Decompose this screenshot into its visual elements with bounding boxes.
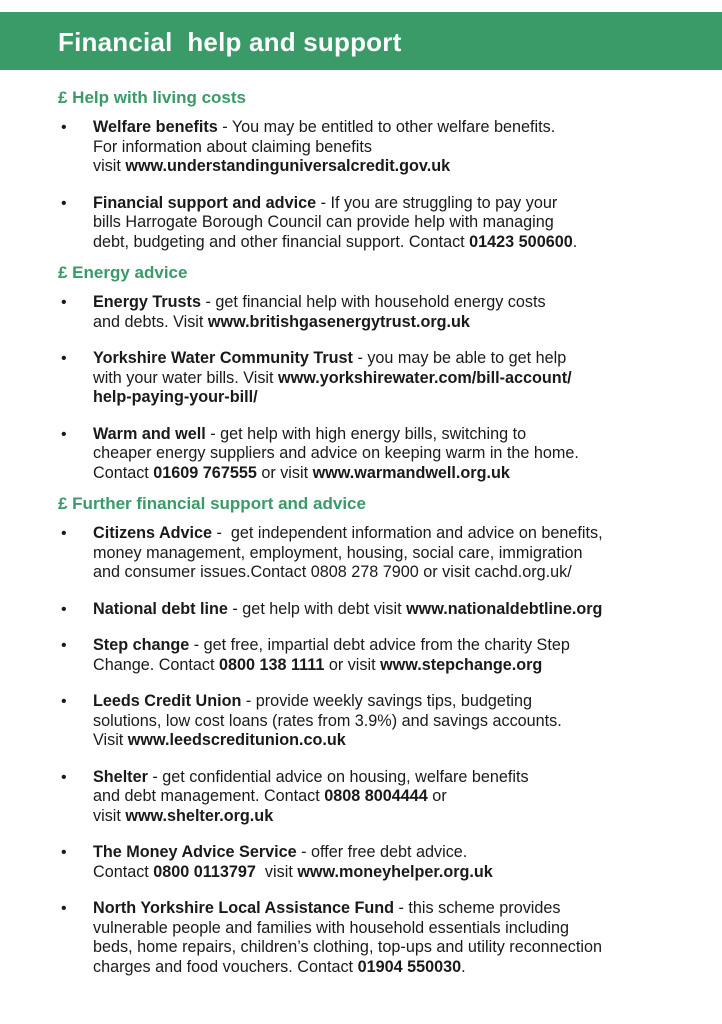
text: . xyxy=(461,957,466,976)
bullet-icon: • xyxy=(61,693,67,710)
bold-text: National debt line xyxy=(93,599,228,618)
text: - get confidential advice on housing, welfare benefits xyxy=(147,767,529,786)
text: Contact xyxy=(93,862,154,881)
text: - get help with debt visit xyxy=(227,599,407,618)
text-line xyxy=(93,919,702,939)
bold-text: Citizens Advice xyxy=(93,524,213,542)
text: with your water bills. Visit xyxy=(93,368,279,387)
text: Change. Contact xyxy=(93,655,219,674)
text: - get financial help with household energy costs xyxy=(200,293,546,311)
bold-text: www.britishgasenergytrust.org.uk xyxy=(207,312,470,331)
text-line xyxy=(93,544,702,564)
bold-text: Leeds Credit Union xyxy=(93,692,242,710)
list-item xyxy=(0,600,722,620)
text-line xyxy=(93,388,702,408)
text-line xyxy=(93,787,702,807)
text-line xyxy=(93,213,702,233)
text: bills Harrogate Borough Council can provide help with managing xyxy=(93,213,554,231)
list-item xyxy=(0,425,722,484)
text: and debts. Visit xyxy=(93,312,208,331)
bold-text: www.nationaldebtline.org xyxy=(406,599,603,618)
text-line xyxy=(93,194,702,214)
text-line xyxy=(93,464,702,484)
bold-text: 01609 767555 xyxy=(153,463,257,482)
bold-text: 0800 0113797 xyxy=(153,862,256,881)
bold-text: www.stepchange.org xyxy=(380,655,543,674)
section xyxy=(0,261,722,483)
bullet-icon: • xyxy=(61,525,67,542)
text-line xyxy=(93,444,702,464)
text: - you may be able to get help xyxy=(352,349,567,367)
text-line xyxy=(93,293,702,313)
bold-text: www.warmandwell.org.uk xyxy=(312,463,510,482)
text: visit xyxy=(255,862,298,881)
text: For information about claiming benefits xyxy=(93,137,372,156)
text: - You may be entitled to other welfare benefits. xyxy=(217,118,556,136)
bullet-icon: • xyxy=(61,119,67,136)
text: or xyxy=(427,787,447,805)
text-line xyxy=(93,958,702,978)
text: . xyxy=(572,232,578,251)
text: charges and food vouchers. Contact xyxy=(93,957,358,976)
text-line xyxy=(93,313,702,333)
text-line xyxy=(93,712,702,732)
text: beds, home repairs, children’s clothing, top-ups and utility reconnection xyxy=(93,938,602,956)
text: money management, employment, housing, social care, immigration xyxy=(93,543,583,562)
bold-text: www.moneyhelper.org.uk xyxy=(297,862,493,881)
bold-text: 01423 500600 xyxy=(469,232,573,251)
text-line xyxy=(93,425,702,445)
text: visit xyxy=(93,157,126,175)
bullet-icon: • xyxy=(61,194,67,212)
text-line xyxy=(93,233,702,253)
bold-text: North Yorkshire Local Assistance Fund xyxy=(93,899,395,917)
text-line xyxy=(93,138,702,158)
bullet-icon: • xyxy=(61,900,67,917)
text-line xyxy=(93,349,702,369)
bold-text: Shelter xyxy=(93,767,148,786)
text: solutions, low cost loans (rates from 3.9%) and savings accounts. xyxy=(93,711,562,730)
bold-text: Yorkshire Water Community Trust xyxy=(93,349,353,367)
text-line xyxy=(93,369,702,389)
text: and consumer issues.Contact 0808 278 7900 or visit cachd.org.uk/ xyxy=(93,563,572,581)
text-line xyxy=(93,692,702,712)
text: - offer free debt advice. xyxy=(296,843,468,861)
text: - this scheme provides xyxy=(394,899,561,917)
bold-text: Financial support and advice xyxy=(93,193,317,212)
title-banner xyxy=(0,12,722,70)
list-item xyxy=(0,118,722,177)
text: Visit xyxy=(93,731,128,749)
bullet-list xyxy=(0,524,722,977)
section-heading: £ Help with living costs xyxy=(58,88,246,107)
text-line xyxy=(93,768,702,788)
text-line xyxy=(93,938,702,958)
text-line xyxy=(93,118,702,138)
list-item xyxy=(0,692,722,751)
section xyxy=(0,86,722,252)
text-line xyxy=(93,899,702,919)
bold-text: 01904 550030 xyxy=(357,957,462,976)
bold-text: help-paying-your-bill/ xyxy=(93,388,258,406)
bold-text: www.shelter.org.uk xyxy=(125,806,274,825)
text: or visit xyxy=(256,463,313,482)
text-line xyxy=(93,157,702,177)
text: - provide weekly savings tips, budgeting xyxy=(241,692,533,710)
bold-text: www.leedscreditunion.co.uk xyxy=(127,731,346,749)
bullet-list xyxy=(0,118,722,252)
bold-text: www.yorkshirewater.com/bill-account/ xyxy=(278,368,572,387)
bold-text: The Money Advice Service xyxy=(93,843,297,861)
text-line xyxy=(93,807,702,827)
bold-text: Welfare benefits xyxy=(93,118,218,136)
list-item xyxy=(0,768,722,827)
bold-text: 0808 8004444 xyxy=(324,787,428,805)
list-item xyxy=(0,293,722,332)
text-line xyxy=(93,863,702,883)
bold-text: Energy Trusts xyxy=(93,293,201,311)
text-line xyxy=(93,731,702,751)
bullet-list xyxy=(0,293,722,483)
text-line xyxy=(93,843,702,863)
bold-text: Warm and well xyxy=(93,424,206,443)
text: debt, budgeting and other financial support. Contact xyxy=(93,232,470,251)
bullet-icon: • xyxy=(61,350,67,367)
list-item xyxy=(0,636,722,675)
list-item xyxy=(0,843,722,882)
text-line xyxy=(93,656,702,676)
bold-text: 0800 138 1111 xyxy=(218,655,325,674)
text: - get help with high energy bills, switching to xyxy=(205,424,527,443)
text-line xyxy=(93,524,702,544)
text: Contact xyxy=(93,463,154,482)
bullet-icon: • xyxy=(61,768,67,786)
page-title: Financial help and support xyxy=(58,27,402,57)
bold-text: www.understandinguniversalcredit.gov.uk xyxy=(125,157,451,175)
bold-text: Step change xyxy=(93,636,190,654)
text: or visit xyxy=(324,655,381,674)
text-line xyxy=(93,600,702,620)
list-item xyxy=(0,524,722,583)
bullet-icon: • xyxy=(61,637,67,654)
text-line xyxy=(93,636,702,656)
bullet-icon: • xyxy=(61,844,67,861)
text: cheaper energy suppliers and advice on keeping warm in the home. xyxy=(93,444,579,462)
bullet-icon: • xyxy=(61,294,67,311)
bullet-icon: • xyxy=(61,425,67,443)
list-item xyxy=(0,349,722,408)
text: and debt management. Contact xyxy=(93,787,325,805)
section-heading: £ Further financial support and advice xyxy=(58,494,366,513)
list-item xyxy=(0,899,722,977)
text-line xyxy=(93,563,702,583)
list-item xyxy=(0,194,722,253)
content xyxy=(0,86,722,994)
text: visit xyxy=(93,806,126,825)
bullet-icon: • xyxy=(61,600,67,618)
text: - If you are struggling to pay your xyxy=(316,193,558,212)
text: vulnerable people and families with household essentials including xyxy=(93,918,570,937)
text: - get free, impartial debt advice from the charity Step xyxy=(189,636,570,654)
section-heading: £ Energy advice xyxy=(58,263,188,282)
text: - get independent information and advice on benefits, xyxy=(212,524,603,542)
section xyxy=(0,492,722,977)
